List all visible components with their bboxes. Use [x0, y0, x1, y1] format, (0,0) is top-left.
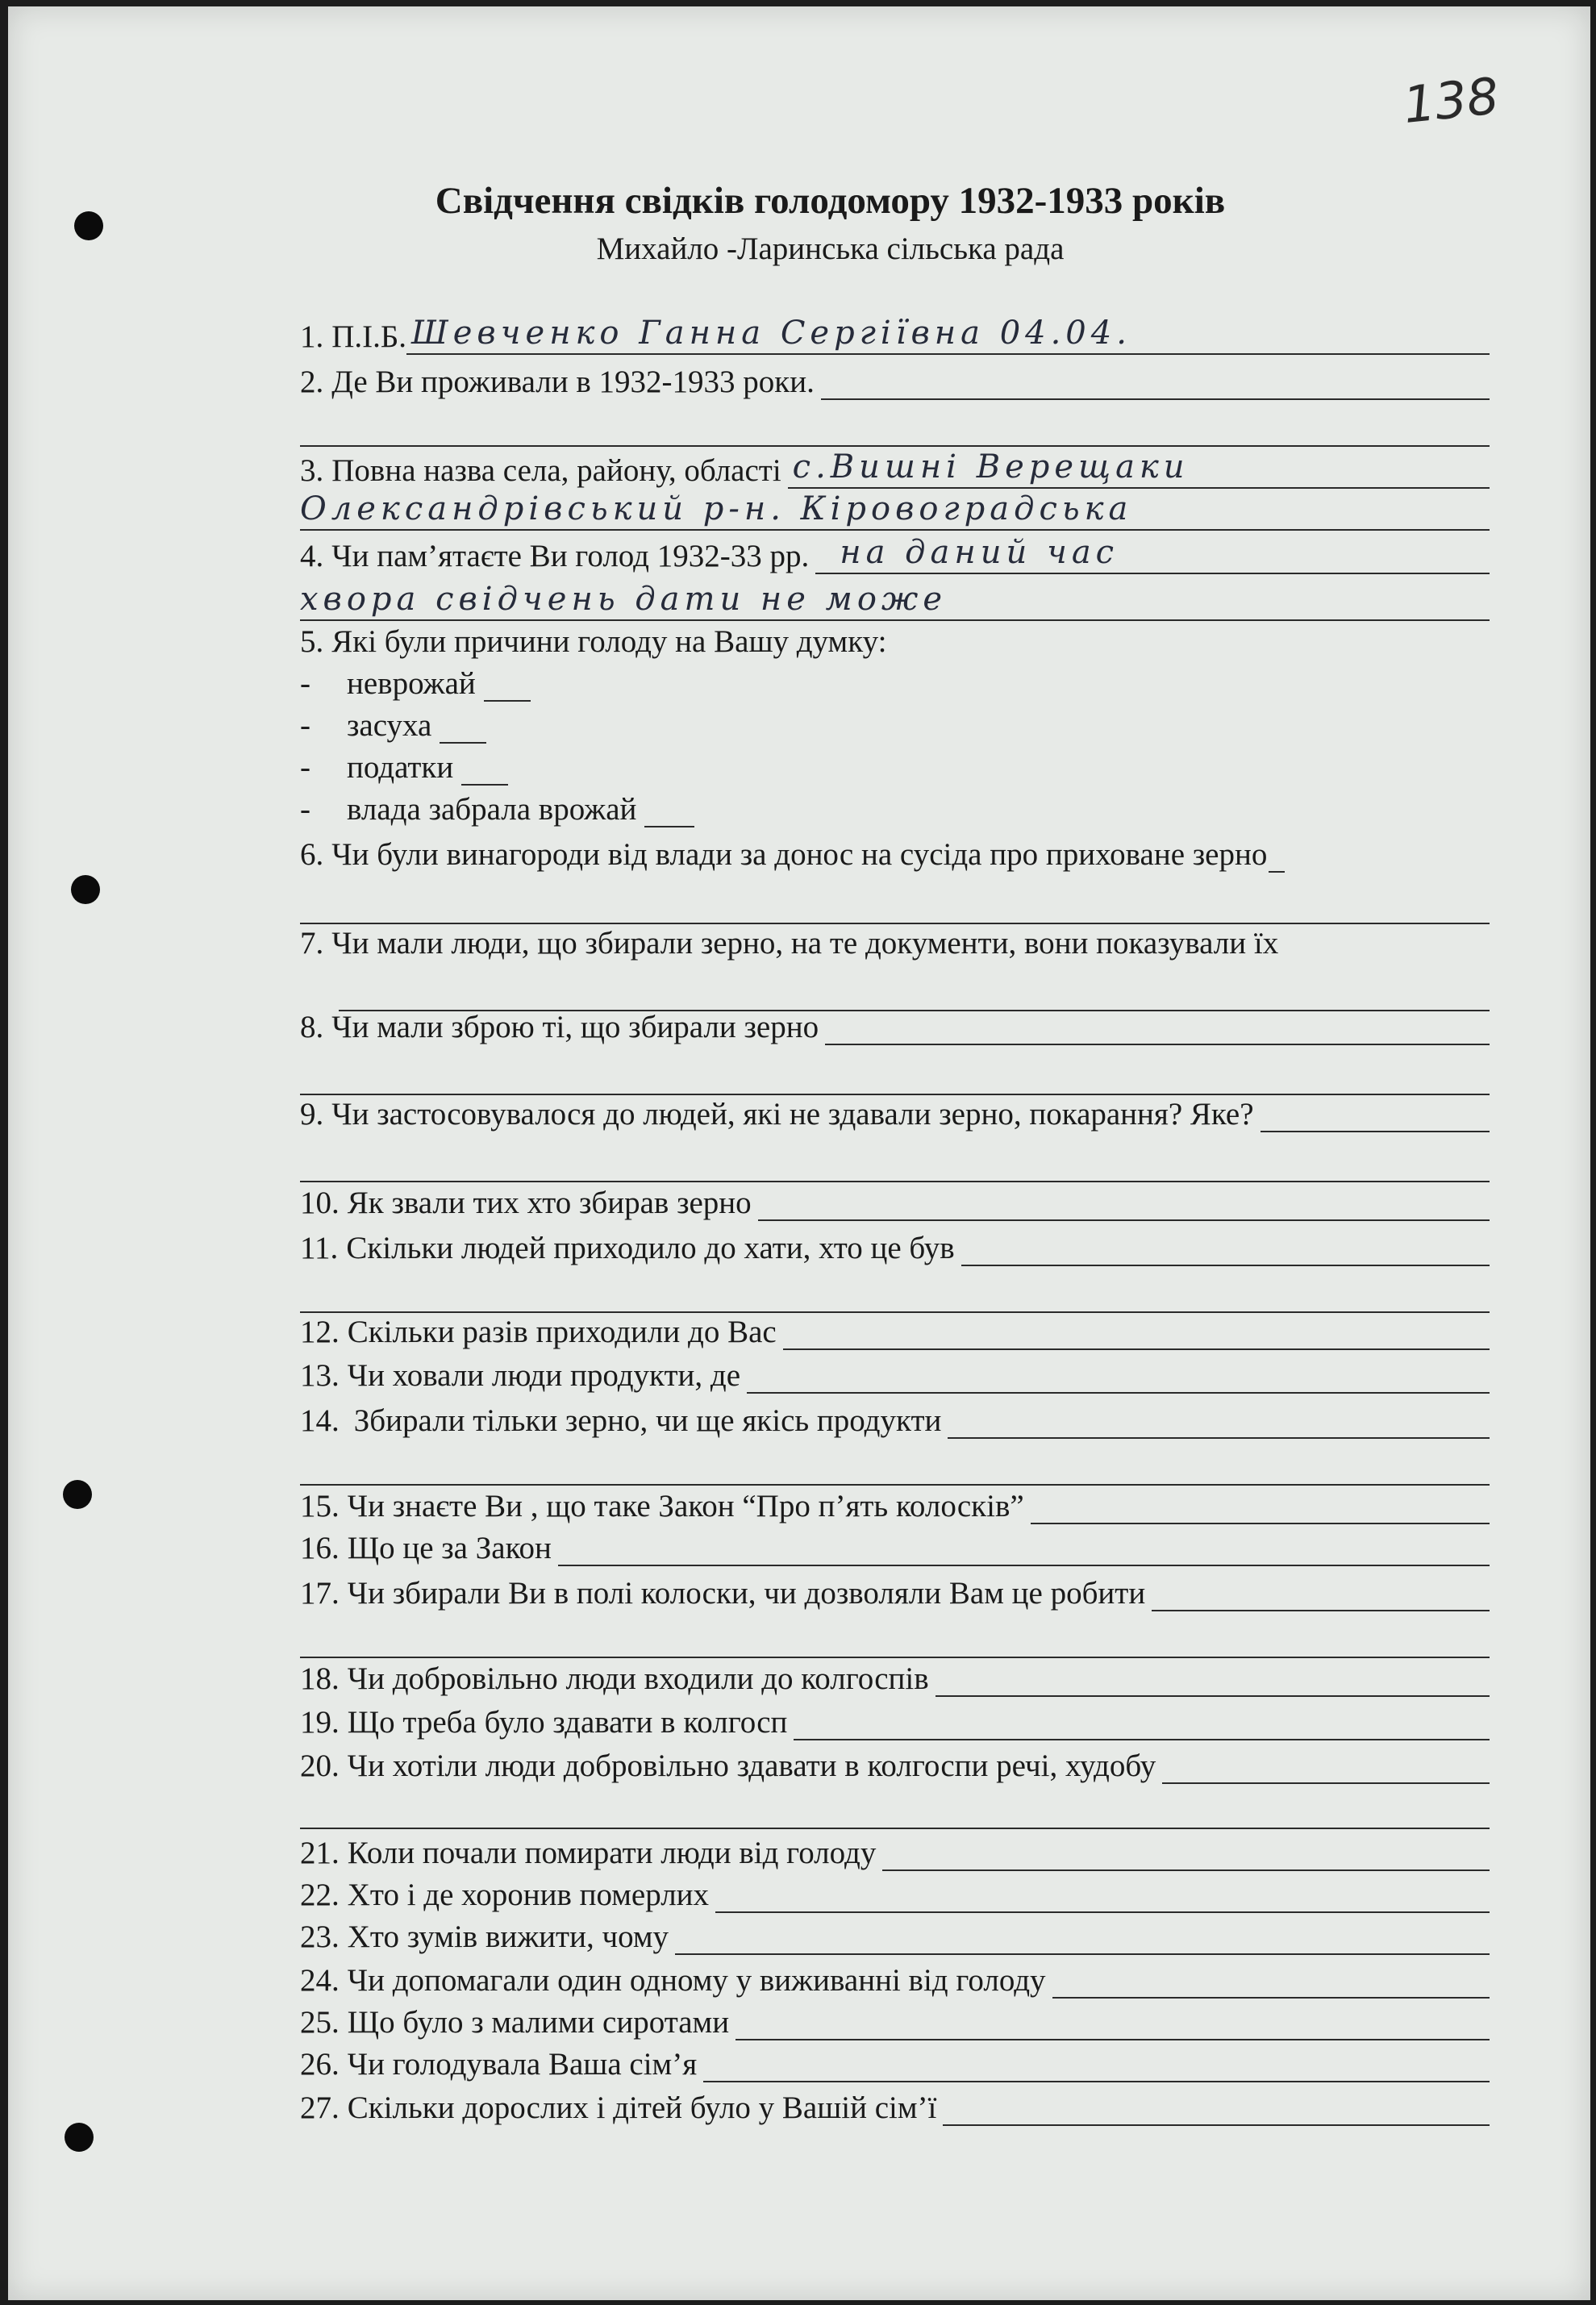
answer-line[interactable]	[300, 1826, 1490, 1829]
answer-field-17[interactable]	[1152, 1581, 1490, 1611]
answer-field-21[interactable]	[882, 1840, 1490, 1871]
answer-field-1[interactable]	[406, 315, 1490, 355]
question-26: 26. Чи голодувала Ваша сім’я	[300, 2044, 1490, 2082]
answer-field-6[interactable]	[1269, 842, 1285, 873]
cause-blank[interactable]	[644, 797, 694, 827]
question-4: 4. Чи пам’ятаєте Ви голод 1932-33 рр. на даний час	[300, 536, 1490, 574]
answer-field-9[interactable]	[1261, 1102, 1490, 1132]
answer-field-13[interactable]	[747, 1363, 1490, 1394]
cause-option: - неврожай	[300, 663, 1490, 702]
answer-line[interactable]	[300, 579, 1490, 621]
answer-field-26[interactable]	[703, 2052, 1490, 2082]
answer-field-8[interactable]	[825, 1015, 1490, 1045]
question-20: 20. Чи хотіли люди добровільно здавати в колгоспи речі, худобу	[300, 1745, 1490, 1784]
question-7: 7. Чи мали люди, що збирали зерно, на те документи, вони показували їх	[300, 926, 1279, 961]
question-8: 8. Чи мали зброю ті, що збирали зерно	[300, 1007, 1490, 1045]
question-6: 6. Чи були винагороди від влади за донос на сусіда про приховане зерно	[300, 834, 1490, 873]
question-25: 25. Що було з малими сиротами	[300, 2002, 1490, 2040]
answer-field-12[interactable]	[783, 1319, 1490, 1350]
answer-field-10[interactable]	[758, 1190, 1490, 1221]
question-2: 2. Де Ви проживали в 1932-1933 роки.	[300, 361, 1490, 400]
answer-line[interactable]	[300, 444, 1490, 447]
handwritten-answer: с.Вишні Верещаки	[792, 448, 1190, 486]
punch-hole	[65, 2123, 94, 2152]
cause-option: - податки	[300, 747, 1490, 786]
question-23: 23. Хто зумів вижити, чому	[300, 1916, 1490, 1955]
page-title: Свідчення свідків голодомору 1932-1933 років	[435, 180, 1226, 222]
answer-field-24[interactable]	[1052, 1968, 1490, 1999]
question-11: 11. Скільки людей приходило до хати, хто це був	[300, 1228, 1490, 1266]
answer-field-3[interactable]	[788, 448, 1490, 489]
answer-field-23[interactable]	[675, 1924, 1490, 1955]
answer-field-11[interactable]	[961, 1236, 1490, 1266]
answer-field-16[interactable]	[558, 1536, 1490, 1566]
answer-field-22[interactable]	[715, 1882, 1490, 1913]
cause-option: - засуха	[300, 705, 1490, 744]
handwritten-answer: Олександрівський р-н. Кіровоградська	[300, 490, 1133, 527]
question-21: 21. Коли почали помирати люди від голоду	[300, 1832, 1490, 1871]
answer-field-19[interactable]	[794, 1710, 1490, 1740]
question-5: 5. Які були причини голоду на Вашу думку:	[300, 624, 887, 659]
punch-hole	[63, 1480, 92, 1509]
question-24: 24. Чи допомагали один одному у виживанні від голоду	[300, 1960, 1490, 1999]
cause-option: - влада забрала врожай	[300, 789, 1490, 827]
answer-field-27[interactable]	[943, 2095, 1490, 2126]
answer-line[interactable]	[300, 489, 1490, 531]
cause-blank[interactable]	[440, 713, 486, 744]
answer-field-4[interactable]	[815, 534, 1490, 574]
question-22: 22. Хто і де хоронив померлих	[300, 1874, 1490, 1913]
question-14: 14. Збирали тільки зерно, чи ще якісь продукти	[300, 1400, 1490, 1439]
answer-field-2[interactable]	[821, 369, 1490, 400]
handwritten-answer: Шевченко Ганна Сергіївна 04.04.	[411, 315, 1131, 352]
answer-field-25[interactable]	[735, 2010, 1490, 2040]
answer-field-20[interactable]	[1162, 1753, 1490, 1784]
handwritten-answer: на даний час	[840, 534, 1119, 571]
question-10: 10. Як звали тих хто збирав зерно	[300, 1182, 1490, 1221]
question-3: 3. Повна назва села, району, області с.Вишні Верещаки	[300, 450, 1490, 489]
question-1: 1. П.І.Б. Шевченко Ганна Сергіївна 04.04.	[300, 316, 1490, 355]
question-19: 19. Що треба було здавати в колгосп	[300, 1702, 1490, 1740]
cause-blank[interactable]	[461, 755, 508, 786]
question-16: 16. Що це за Закон	[300, 1528, 1490, 1566]
answer-field-15[interactable]	[1031, 1494, 1490, 1524]
punch-hole	[71, 875, 100, 904]
question-18: 18. Чи добровільно люди входили до колгоспів	[300, 1658, 1490, 1697]
question-12: 12. Скільки разів приходили до Вас	[300, 1311, 1490, 1350]
handwritten-answer: хвора свідчень дати не може	[300, 581, 948, 618]
question-15: 15. Чи знаєте Ви , що таке Закон “Про п’ять колосків”	[300, 1486, 1490, 1524]
answer-field-18[interactable]	[936, 1666, 1490, 1697]
answer-field-14[interactable]	[948, 1408, 1490, 1439]
question-9: 9. Чи застосовувалося до людей, які не здавали зерно, покарання? Яке?	[300, 1094, 1490, 1132]
question-13: 13. Чи ховали люди продукти, де	[300, 1355, 1490, 1394]
question-27: 27. Скільки дорослих і дітей було у Вашій сім’ї	[300, 2087, 1490, 2126]
question-17: 17. Чи збирали Ви в полі колоски, чи дозволяли Вам це робити	[300, 1573, 1490, 1611]
cause-blank[interactable]	[484, 671, 531, 702]
page-number: 138	[1400, 66, 1502, 135]
council-name: Михайло -Ларинська сільська рада	[596, 231, 1065, 266]
